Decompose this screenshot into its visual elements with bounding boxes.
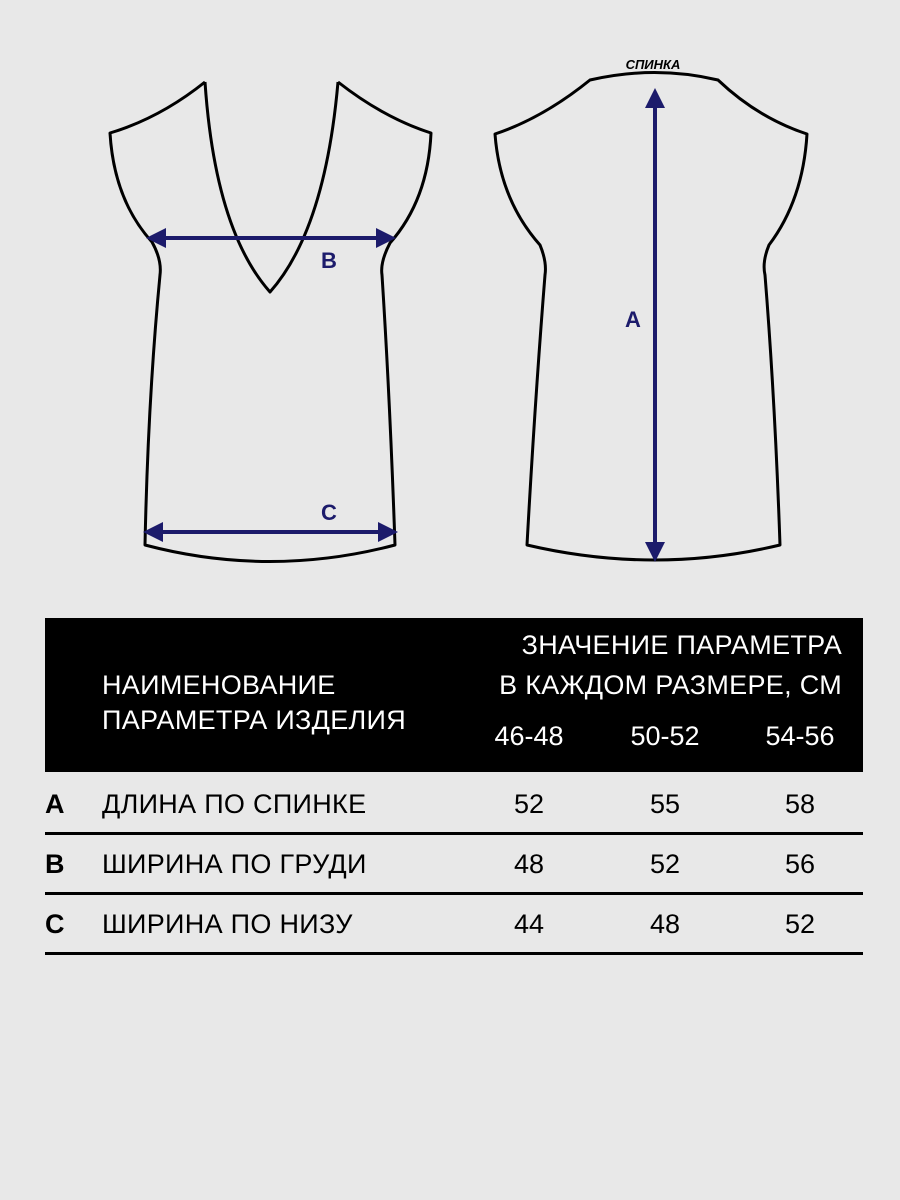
row-value-size-1: 44 — [513, 909, 545, 939]
back-label: СПИНКА — [625, 57, 681, 72]
back-view — [495, 73, 807, 561]
table-row-a — [45, 775, 863, 835]
row-code: C — [45, 909, 65, 939]
row-value-size-1: 48 — [513, 849, 545, 879]
front-view — [110, 82, 431, 562]
table-row-c — [45, 895, 863, 955]
size-column-1: 46-48 — [494, 721, 564, 751]
row-value-size-2: 55 — [649, 789, 681, 819]
size-column-2: 50-52 — [630, 721, 700, 751]
row-parameter-name: ШИРИНА ПО НИЗУ — [102, 909, 353, 939]
table-row-b — [45, 835, 863, 895]
row-value-size-2: 48 — [649, 909, 681, 939]
size-column-3: 54-56 — [765, 721, 835, 751]
header-name-line-1: НАИМЕНОВАНИЕ — [102, 670, 336, 700]
marker-b: B — [321, 248, 337, 273]
header-parameter-name — [102, 668, 406, 738]
row-parameter-name: ДЛИНА ПО СПИНКЕ — [102, 789, 367, 819]
marker-c: C — [321, 500, 337, 525]
row-value-size-2: 52 — [649, 849, 681, 879]
row-value-size-3: 56 — [784, 849, 816, 879]
row-code: A — [45, 789, 65, 819]
row-value-size-3: 52 — [784, 909, 816, 939]
header-name-line-2: ПАРАМЕТРА ИЗДЕЛИЯ — [102, 705, 407, 735]
header-value-line-2: В КАЖДОМ РАЗМЕРЕ, СМ — [499, 670, 842, 700]
row-code: B — [45, 849, 65, 879]
marker-a: A — [625, 307, 641, 332]
header-parameter-value — [499, 625, 842, 705]
front-v-neck — [205, 82, 338, 292]
header-value-line-1: ЗНАЧЕНИЕ ПАРАМЕТРА — [521, 630, 842, 660]
row-value-size-1: 52 — [513, 789, 545, 819]
back-outline — [495, 73, 807, 561]
row-value-size-3: 58 — [784, 789, 816, 819]
row-parameter-name: ШИРИНА ПО ГРУДИ — [102, 849, 367, 879]
front-outline — [110, 82, 431, 562]
